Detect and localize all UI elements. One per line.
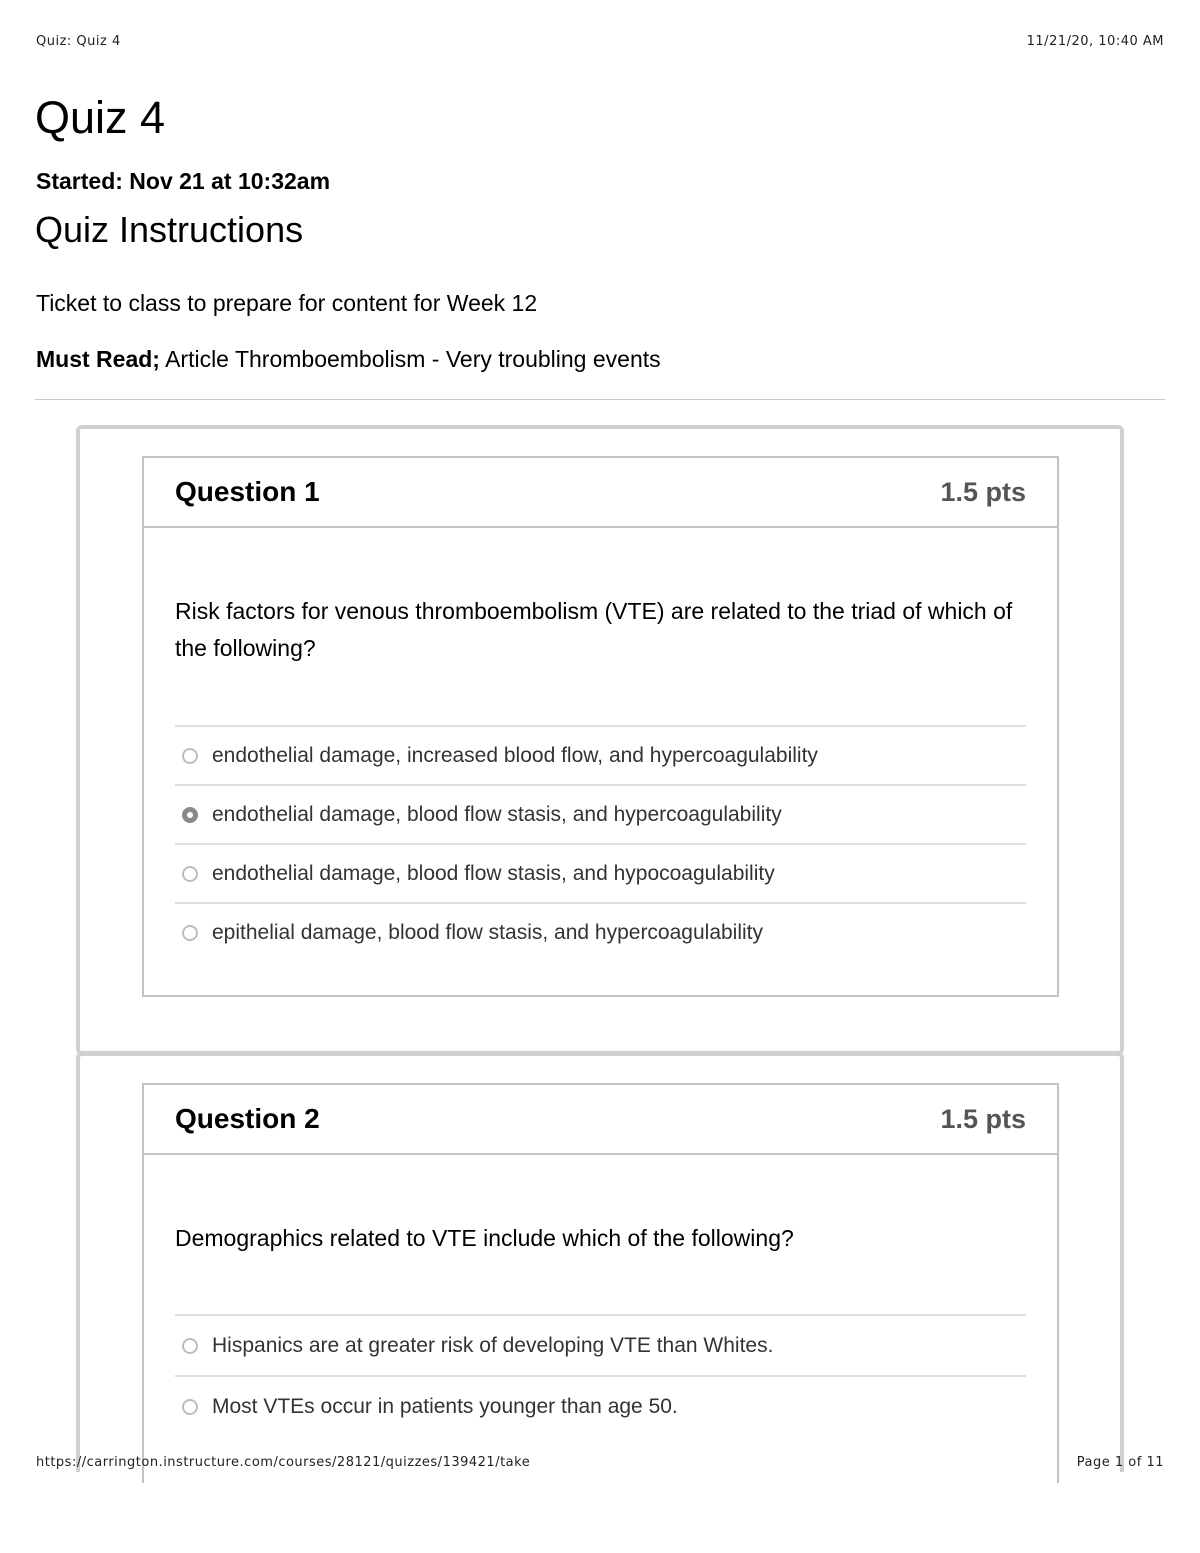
answer-label: endothelial damage, increased blood flow, and hypercoagulability — [212, 743, 818, 767]
answer-option[interactable] — [175, 843, 1026, 902]
question-text: Demographics related to VTE include which of the following? — [175, 1225, 794, 1251]
answer-label: Hispanics are at greater risk of developing VTE than Whites. — [212, 1333, 774, 1357]
question-text: Risk factors for venous thromboembolism (VTE) are related to the triad of which of the following? — [175, 598, 1013, 661]
answer-list — [175, 725, 1026, 961]
instruction-line — [36, 290, 537, 317]
answer-label: epithelial damage, blood flow stasis, and hypercoagulability — [212, 920, 764, 944]
page-url: https://carrington.instructure.com/courses/28121/quizzes/139421/take — [36, 1455, 531, 1470]
answer-option[interactable] — [175, 1314, 1026, 1375]
answer-option[interactable] — [175, 725, 1026, 784]
divider — [35, 399, 1165, 400]
print-footer — [36, 1455, 1164, 1470]
instruction-bold-text: Must Read; — [36, 346, 160, 372]
question-title: Question 1 — [175, 476, 320, 507]
answer-option[interactable] — [175, 784, 1026, 843]
radio-button[interactable] — [182, 866, 198, 882]
print-header — [36, 34, 1164, 49]
question-container — [76, 1052, 1124, 1472]
print-header-datetime: 11/21/20, 10:40 AM — [1026, 34, 1164, 49]
instruction-line — [36, 346, 661, 373]
radio-button[interactable] — [182, 1399, 198, 1415]
quiz-started-time: Started: Nov 21 at 10:32am — [36, 168, 331, 194]
question-title: Question 2 — [175, 1103, 320, 1134]
page-title: Quiz 4 — [35, 92, 166, 143]
answer-label: endothelial damage, blood flow stasis, and hypercoagulability — [212, 802, 782, 826]
answer-option[interactable] — [175, 1375, 1026, 1436]
answer-list — [175, 1314, 1026, 1436]
instruction-text: Article Thromboembolism - Very troubling events — [159, 346, 661, 372]
answer-option[interactable] — [175, 902, 1026, 961]
print-header-title: Quiz: Quiz 4 — [36, 34, 121, 49]
question-points: 1.5 pts — [940, 1103, 1026, 1134]
question-card — [142, 1083, 1059, 1483]
answer-label: Most VTEs occur in patients younger than age 50. — [212, 1394, 678, 1418]
radio-button[interactable] — [182, 748, 198, 764]
radio-button[interactable] — [182, 1338, 198, 1354]
question-card — [142, 456, 1059, 997]
instruction-text: Ticket to class to prepare for content for Week 12 — [36, 290, 538, 316]
radio-button-selected[interactable] — [182, 807, 198, 823]
question-header — [144, 458, 1057, 528]
question-header — [144, 1085, 1057, 1155]
question-container — [76, 425, 1124, 1055]
radio-button[interactable] — [182, 925, 198, 941]
answer-label: endothelial damage, blood flow stasis, and hypocoagulability — [212, 861, 775, 885]
page-number: Page 1 of 11 — [1076, 1455, 1164, 1470]
instructions-heading: Quiz Instructions — [35, 209, 304, 250]
question-points: 1.5 pts — [940, 476, 1026, 507]
